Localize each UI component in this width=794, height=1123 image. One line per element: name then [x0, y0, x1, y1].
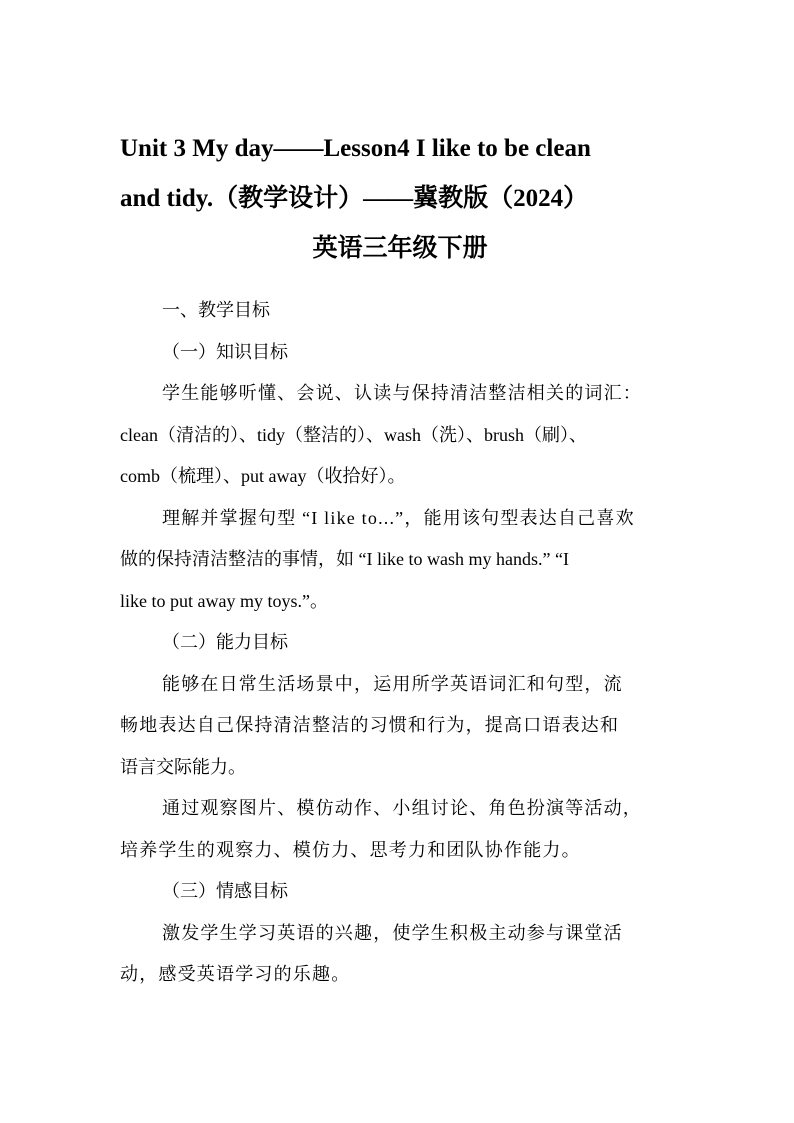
paragraph-line: 能够在日常生活场景中，运用所学英语词汇和句型，流	[162, 673, 623, 694]
paragraph-line: 理解并掌握句型 “I like to...”，能用该句型表达自己喜欢	[162, 507, 635, 528]
document-body	[120, 290, 680, 996]
paragraph-line: clean（清洁的）、tidy（整洁的）、wash（洗）、brush（刷）、	[120, 424, 587, 445]
paragraph-line: comb（梳理）、put away（收拾好）。	[120, 466, 406, 486]
paragraph-line: 激发学生学习英语的兴趣，使学生积极主动参与课堂活	[162, 922, 623, 943]
paragraph-line: 学生能够听懂、会说、认读与保持清洁整洁相关的词汇：	[162, 383, 642, 403]
paragraph-line: 畅地表达自己保持清洁整洁的习惯和行为，提高口语表达和	[120, 715, 620, 735]
paragraph-line: 语言交际能力。	[120, 756, 246, 777]
title-line-1: Unit 3 My day——Lesson4 I like to be clean	[120, 135, 591, 162]
title-line-2: and tidy.（教学设计）——冀教版（2024）	[120, 185, 589, 212]
paragraph-line: 动，感受英语学习的乐趣。	[120, 964, 351, 984]
title-line-3: 英语三年级下册	[312, 235, 488, 262]
paragraph-line: 做的保持清洁整洁的事情，如 “I like to wash my hands.” “I	[120, 549, 569, 569]
paragraph-line: like to put away my toys.”。	[120, 590, 328, 611]
paragraph-line: 培养学生的观察力、模仿力、思考力和团队协作能力。	[120, 839, 581, 860]
section-heading-teaching-objectives: 一、教学目标	[162, 300, 270, 320]
subheading-ability-objectives: （二）能力目标	[162, 632, 288, 652]
paragraph-line: 通过观察图片、模仿动作、小组讨论、角色扮演等活动，	[162, 798, 642, 818]
subheading-emotional-objectives: （三）情感目标	[162, 881, 288, 901]
subheading-knowledge-objectives: （一）知识目标	[162, 341, 288, 362]
document-title	[120, 124, 680, 274]
